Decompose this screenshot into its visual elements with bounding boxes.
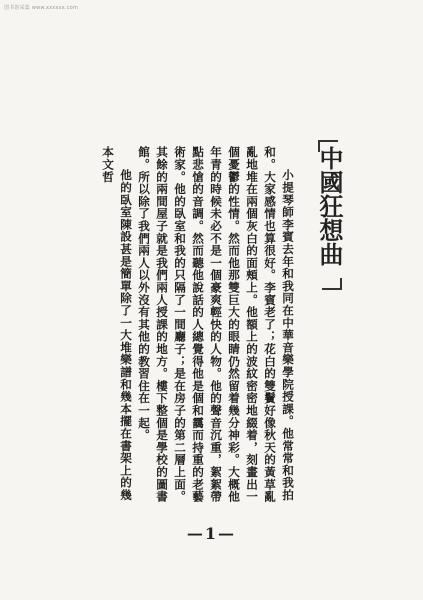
watermark: 图书馆采集 www.xxxxxx.com (4, 5, 79, 11)
title-bracket-bottom (322, 278, 342, 290)
chapter-title: 中國狂想曲 (315, 146, 344, 266)
body-text (99, 146, 297, 506)
page-number: —1— (186, 524, 237, 543)
paragraph-1: 小提琴師李賓去年和我同在中華音樂學院授課。他常常和我拍和。大家感情也算很好。李賓老了；花白的雙鬢好像秋天的黃草亂亂地堆在兩個灰白的面頰上。他額上的波紋密密地綴着，刻畫出一個憂鬱的性情。然而他那雙巨大的眼睛仍然留着幾分神彩。大概他年青的時候未必不是一個豪爽輕快的人物。他的聲音沉重，絮絮帶點悲愴的音調。然而聽他說話的人總覺得他是個和靄而持重的老藝術家。他的臥室和我的只隔了一間廳子；是在房子的第二層上面。其餘的兩間屋子就是我們兩人授課的地方。樓下整個是學校的圖書館。所以除了我們兩人以外沒有其他的教習住在一起。 (137, 146, 295, 503)
paragraph-2: 他的臥室陳設甚是簡單除了一大堆樂譜和幾本擺在書架上的幾本文哲 (101, 146, 133, 502)
